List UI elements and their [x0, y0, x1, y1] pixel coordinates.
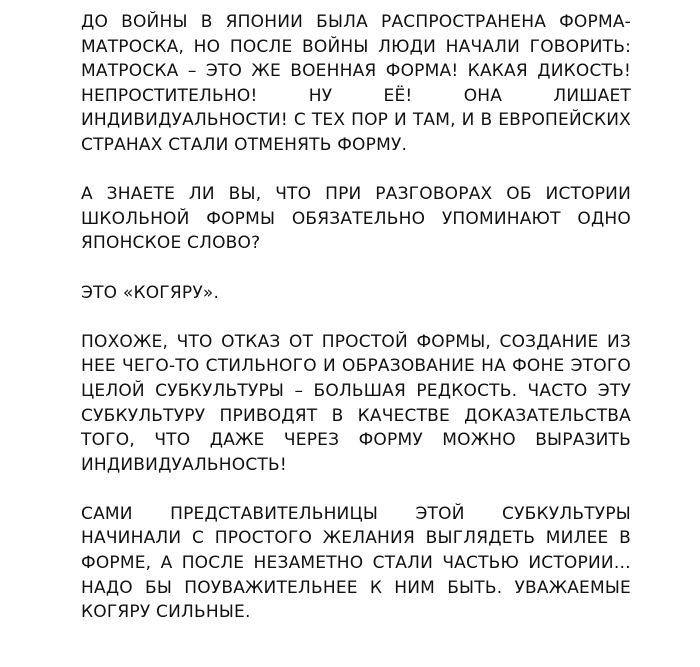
- paragraph-subculture: ПОХОЖЕ, ЧТО ОТКАЗ ОТ ПРОСТОЙ ФОРМЫ, СОЗДАНИЕ ИЗ НЕЕ ЧЕГО-ТО СТИЛЬНОГО И ОБРАЗОВАНИЕ НА ФОНЕ ЭТОГО ЦЕЛОЙ СУБКУЛЬТУРЫ – БОЛЬШАЯ РЕДКОСТЬ. ЧАСТО ЭТУ СУБКУЛЬТУРУ ПРИВОДЯТ В КАЧЕСТВЕ ДОКАЗАТЕЛЬСТВА ТОГО, ЧТО ДАЖЕ ЧЕРЕЗ ФОРМУ МОЖНО ВЫРАЗИТЬ ИНДИВИДУАЛЬНОСТЬ!: [81, 331, 631, 475]
- text-page: [81, 10, 631, 649]
- paragraph-japan-sailor-uniform: ДО ВОЙНЫ В ЯПОНИИ БЫЛА РАСПРОСТРАНЕНА ФОРМА-МАТРОСКА, НО ПОСЛЕ ВОЙНЫ ЛЮДИ НАЧАЛИ ГОВОРИТЬ: МАТРОСКА – ЭТО ЖЕ ВОЕННАЯ ФОРМА! КАКАЯ ДИКОСТЬ! НЕПРОСТИТЕЛЬНО! НУ ЕЁ! ОНА ЛИШАЕТ ИНДИВИДУАЛЬНОСТИ! С ТЕХ ПОР И ТАМ, И В ЕВРОПЕЙСКИХ СТРАНАХ СТАЛИ ОТМЕНЯТЬ ФОРМУ.: [81, 12, 631, 155]
- paragraph-kogyaru-word: ЭТО «КОГЯРУ».: [81, 282, 220, 303]
- paragraph-representatives: САМИ ПРЕДСТАВИТЕЛЬНИЦЫ ЭТОЙ СУБКУЛЬТУРЫ НАЧИНАЛИ С ПРОСТОГО ЖЕЛАНИЯ ВЫГЛЯДЕТЬ МИЛЕЕ В ФОРМЕ, А ПОСЛЕ НЕЗАМЕТНО СТАЛИ ЧАСТЬЮ ИСТОРИИ… НАДО БЫ ПОУВАЖИТЕЛЬНЕЕ К НИМ БЫТЬ. УВАЖАЕМЫЕ КОГЯРУ СИЛЬНЫЕ.: [81, 503, 631, 623]
- paragraph-school-uniform-history: А ЗНАЕТЕ ЛИ ВЫ, ЧТО ПРИ РАЗГОВОРАХ ОБ ИСТОРИИ ШКОЛЬНОЙ ФОРМЫ ОБЯЗАТЕЛЬНО УПОМИНАЮТ ОДНО ЯПОНСКОЕ СЛОВО?: [81, 184, 631, 254]
